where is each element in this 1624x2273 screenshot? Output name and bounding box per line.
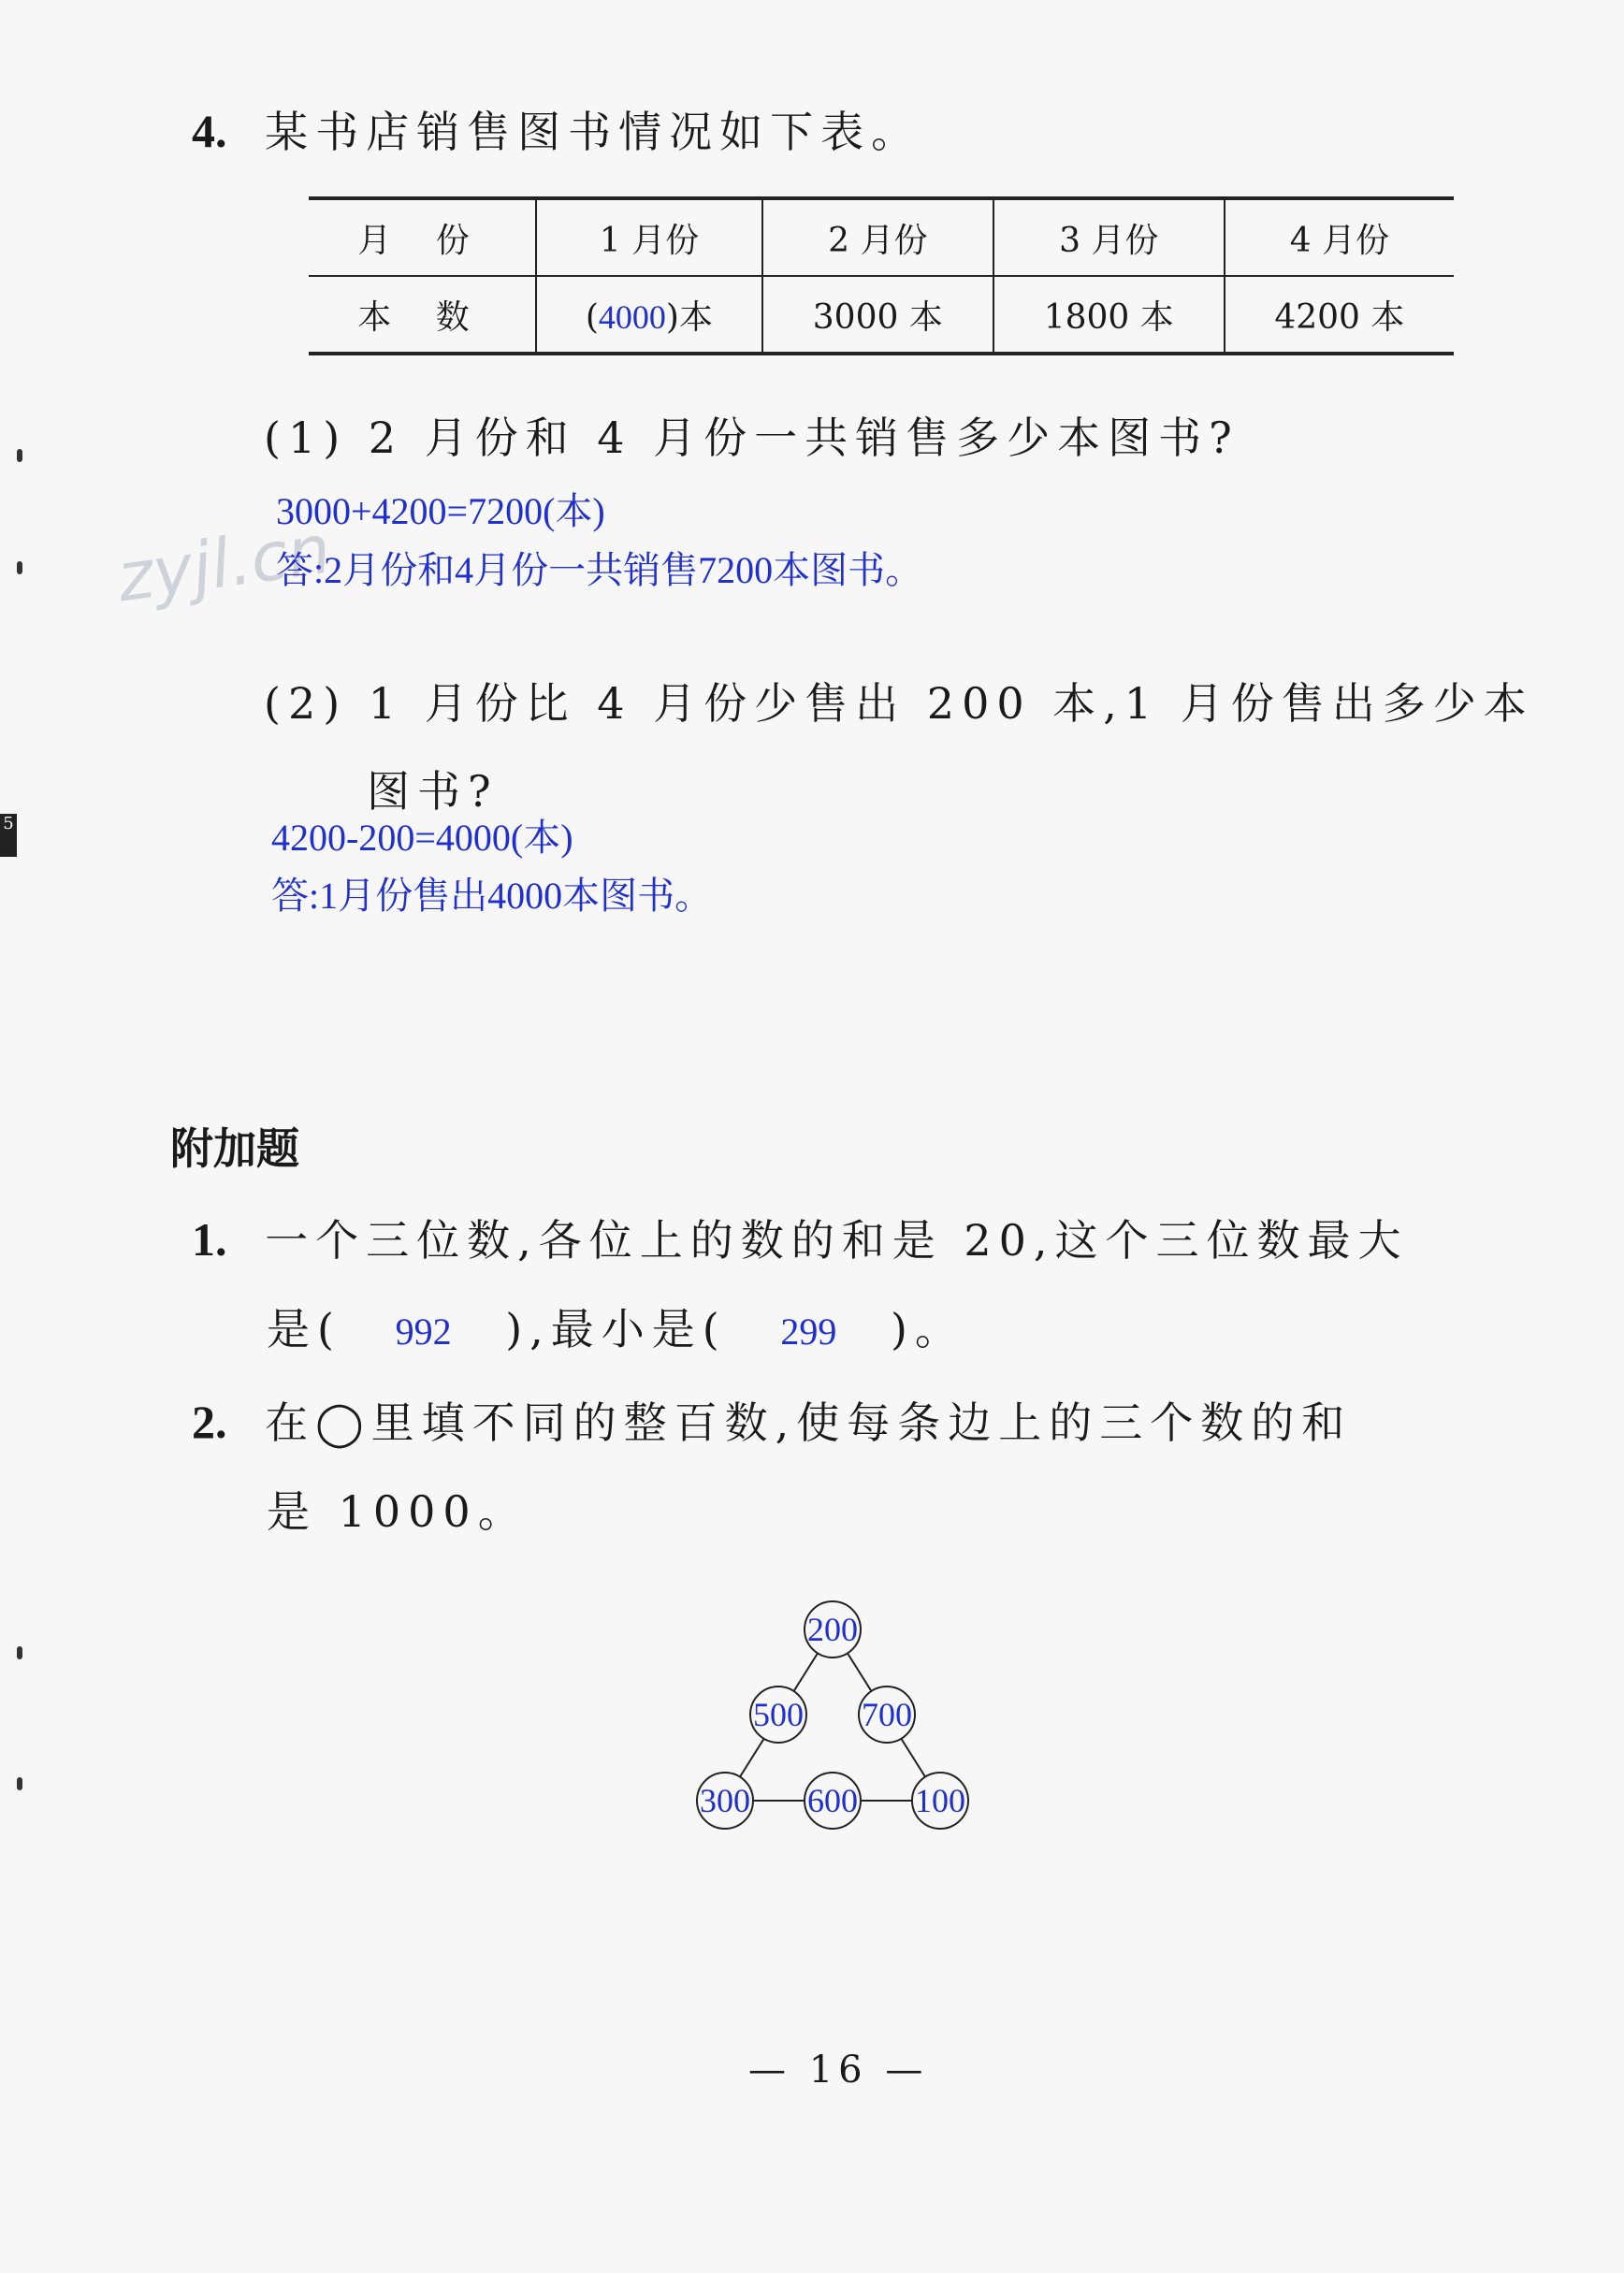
blank-answer: 4000 [598, 297, 666, 336]
question-text: 某书店销售图书情况如下表。 [265, 107, 922, 157]
circle-value: 100 [915, 1782, 965, 1819]
circle-value: 500 [753, 1696, 804, 1733]
circle-value: 600 [807, 1782, 858, 1819]
answer-text-1: 答:2月份和4月份一共销售7200本图书。 [276, 549, 923, 591]
circle-value: 200 [807, 1611, 858, 1648]
question-number: 2. [192, 1396, 227, 1448]
extra-question-1-line2 [267, 1296, 965, 1357]
sub-question-1: (1) 2 月份和 4 月份一共销售多少本图书? [264, 413, 1240, 463]
page-number: — 16 — [748, 2049, 929, 2092]
margin-mark [17, 561, 22, 574]
question-text: 是( [267, 1304, 341, 1354]
question-number: 1. [192, 1213, 227, 1266]
side-tab: 5 [0, 814, 17, 857]
answer-calc-1: 3000+4200=7200(本) [276, 490, 605, 532]
table-cell: 3000 本 [762, 276, 993, 354]
sub-question-2-line2: 图书? [367, 766, 499, 817]
question-text: 一个三位数,各位上的数的和是 20,这个三位数最大 [265, 1215, 1409, 1266]
margin-mark [17, 449, 22, 462]
table-row [309, 276, 1454, 354]
circle-bottom-right [912, 1773, 968, 1829]
table-header-cell: 3 月份 [993, 198, 1225, 276]
table-header-cell: 4 月份 [1225, 198, 1454, 276]
extra-question-2-line2: 是 1000。 [267, 1486, 529, 1537]
watermark: zyjl.cn [112, 509, 336, 617]
min-answer: 299 [780, 1310, 837, 1353]
circle-value: 300 [700, 1782, 750, 1819]
circle-bottom-mid [805, 1773, 861, 1829]
margin-mark [17, 1777, 22, 1790]
margin-mark [17, 1646, 22, 1659]
circle-value: 700 [862, 1696, 912, 1733]
table-header-cell: 2 月份 [762, 198, 993, 276]
blank-close: )本 [665, 297, 713, 337]
circle-mid-left [750, 1687, 806, 1743]
max-answer: 992 [395, 1310, 452, 1353]
answer-calc-2: 4200-200=4000(本) [271, 817, 573, 859]
sales-table [309, 196, 1454, 355]
table-header-cell: 月 份 [309, 198, 536, 276]
circle-top [805, 1601, 861, 1658]
table-row-label: 本 数 [309, 276, 536, 354]
section-heading: 附加题 [170, 1123, 299, 1174]
number-triangle [674, 1581, 992, 1843]
question-number: 4. [192, 105, 227, 157]
circle-bottom-left [697, 1773, 753, 1829]
question-text: ),最小是( [505, 1304, 727, 1354]
question-text: )。 [890, 1304, 965, 1354]
table-cell-blank [536, 276, 762, 354]
question-text: 在◯里填不同的整百数,使每条边上的三个数的和 [265, 1397, 1353, 1448]
extra-question-2-line1 [192, 1389, 1352, 1451]
table-header-cell: 1 月份 [536, 198, 762, 276]
table-row [309, 198, 1454, 276]
answer-text-2: 答:1月份售出4000本图书。 [271, 875, 713, 917]
sub-question-2-line1: (2) 1 月份比 4 月份少售出 200 本,1 月份售出多少本 [264, 678, 1534, 729]
table-cell: 4200 本 [1225, 276, 1454, 354]
table-cell: 1800 本 [993, 276, 1225, 354]
blank-open: ( [585, 297, 599, 337]
question-4 [192, 98, 921, 160]
extra-question-1-line1 [192, 1207, 1409, 1268]
circle-mid-right [859, 1687, 915, 1743]
